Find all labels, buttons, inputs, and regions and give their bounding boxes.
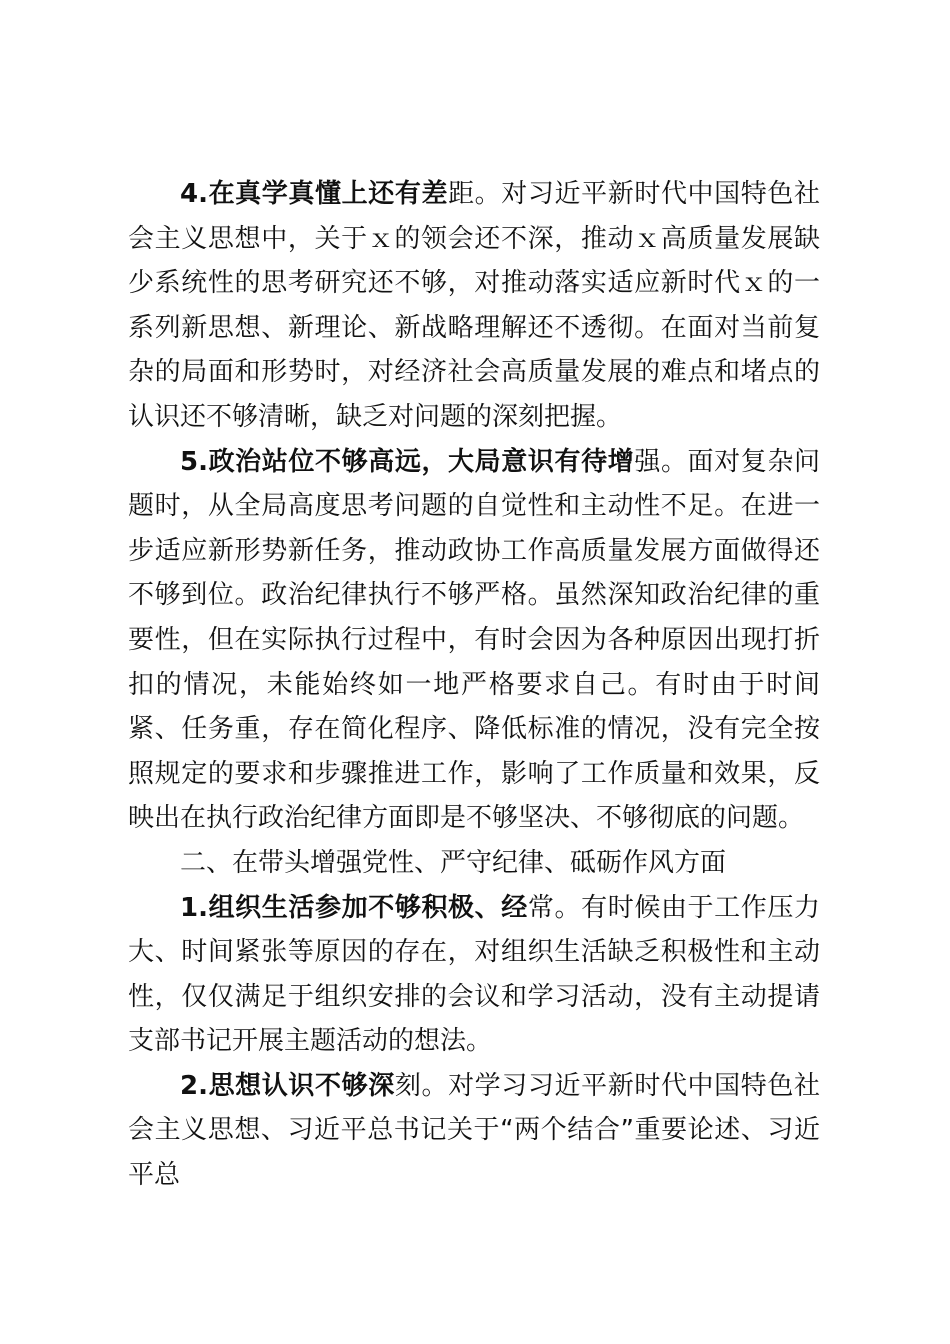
section-heading-text: 二、在带头增强党性、严守纪律、砥砺作风方面 <box>180 847 727 878</box>
paragraph-text: 距。对习近平新时代中国特色社会主义思想中，关于ｘ的领会还不深，推动ｘ高质量发展缺少系统性的思考研究还不够，对推动落实适应新时代ｘ的一系列新思想、新理论、新战略理解还不透彻。在面对当前复杂的局面和形势时，对经济社会高质量发展的难点和堵点的认识还不够清晰，缺乏对问题的深刻把握。 <box>128 179 820 432</box>
paragraph-item-5 <box>128 440 820 841</box>
paragraph-text: 刻。对学习习近平新时代中国特色社会主义思想、习近平总书记关于“两个结合”重要论述、习近平总 <box>128 1070 820 1191</box>
paragraph-lead: 4.在真学真懂上还有差 <box>180 179 449 209</box>
paragraph-text: 强。面对复杂问题时，从全局高度思考问题的自觉性和主动性不足。在进一步适应新形势新任务，推动政协工作高质量发展方面做得还不够到位。政治纪律执行不够严格。虽然深知政治纪律的重要性，但在实际执行过程中，有时会因为各种原因出现打折扣的情况，未能始终如一地严格要求自己。有时由于时间紧、任务重，存在简化程序、降低标准的情况，没有完全按照规定的要求和步骤推进工作，影响了工作质量和效果，反映出在执行政治纪律方面即是不够坚决、不够彻底的问题。 <box>128 446 820 834</box>
paragraph-lead: 2.思想认识不够深 <box>180 1070 395 1101</box>
paragraph-lead: 5.政治站位不够高远，大局意识有待增 <box>180 446 635 477</box>
document-body <box>128 172 820 1198</box>
paragraph-item-2 <box>128 1064 820 1198</box>
paragraph-text: 常。有时候由于工作压力大、时间紧张等原因的存在，对组织生活缺乏积极性和主动性，仅仅满足于组织安排的会议和学习活动，没有主动提请支部书记开展主题活动的想法。 <box>128 892 820 1057</box>
paragraph-item-4 <box>128 172 820 440</box>
section-heading <box>128 841 820 886</box>
paragraph-item-1 <box>128 886 820 1064</box>
paragraph-lead: 1.组织生活参加不够积极、经 <box>180 892 528 923</box>
